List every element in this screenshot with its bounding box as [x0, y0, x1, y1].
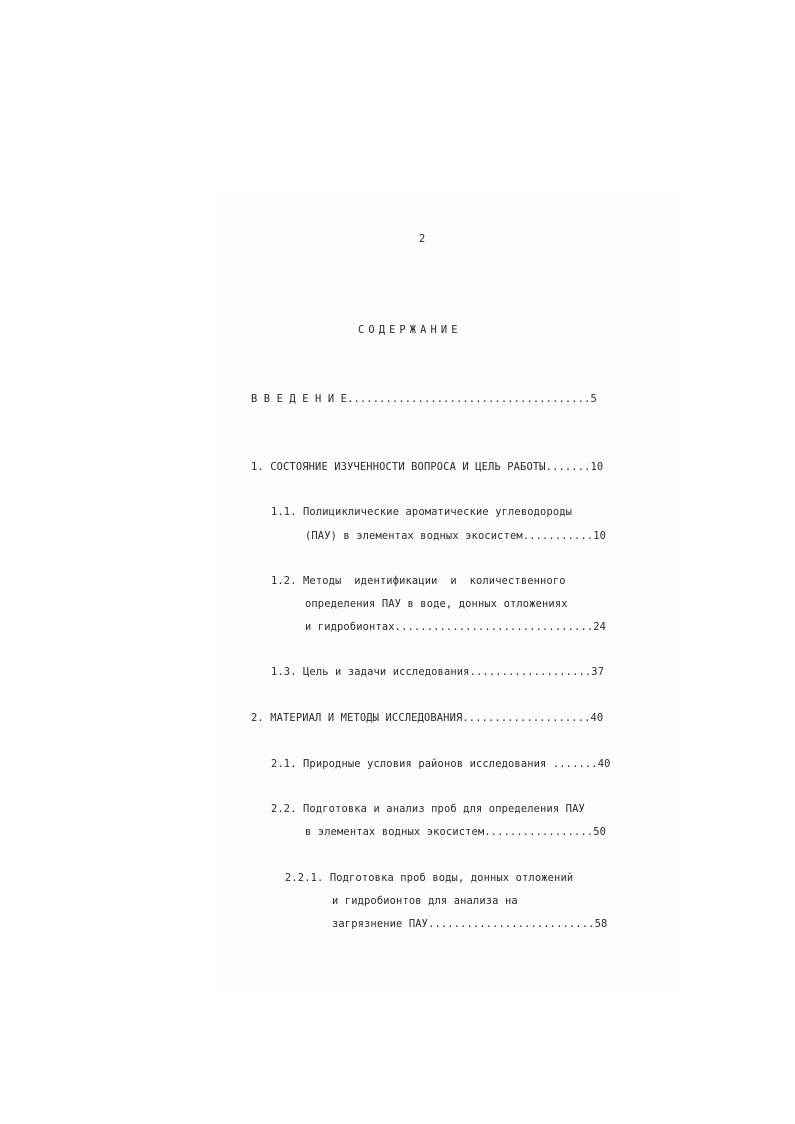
toc-entry-1-2-end: и гидробионтах...............................24: [305, 621, 607, 633]
toc-entry-2-2-continued: в элементах водных экосистем.................50: [305, 826, 607, 838]
toc-entry-2-2: 2.2. Подготовка и анализ проб для определения ПАУ: [271, 803, 585, 815]
toc-entry-1-2-continued: определения ПАУ в воде, донных отложениях: [305, 598, 568, 610]
toc-entry-2-2-1: 2.2.1. Подготовка проб воды, донных отложений: [285, 872, 574, 884]
toc-entry-2-1: 2.1. Природные условия районов исследования .......40: [271, 758, 611, 770]
toc-entry-chapter-1: 1. СОСТОЯНИЕ ИЗУЧЕННОСТИ ВОПРОСА И ЦЕЛЬ РАБОТЫ.......10: [251, 461, 604, 473]
page-number: 2: [419, 233, 426, 245]
toc-entry-chapter-2: 2. МАТЕРИАЛ И МЕТОДЫ ИССЛЕДОВАНИЯ....................40: [251, 712, 604, 724]
toc-entry-1-1: 1.1. Полициклические ароматические углеводороды: [271, 506, 573, 518]
toc-entry-introduction: В В Е Д Е Н И Е......................................5: [251, 393, 597, 405]
contents-heading: СОДЕРЖАНИЕ: [358, 324, 462, 336]
toc-entry-1-3: 1.3. Цель и задачи исследования...................37: [271, 666, 605, 678]
scanned-text-area: [222, 196, 680, 988]
toc-entry-2-2-1-continued: и гидробионтов для анализа на: [332, 895, 518, 907]
toc-entry-2-2-1-end: загрязнение ПАУ..........................58: [332, 918, 608, 930]
toc-entry-1-2: 1.2. Методы идентификации и количественного: [271, 575, 566, 587]
toc-entry-1-1-continued: (ПАУ) в элементах водных экосистем...........10: [305, 530, 607, 542]
